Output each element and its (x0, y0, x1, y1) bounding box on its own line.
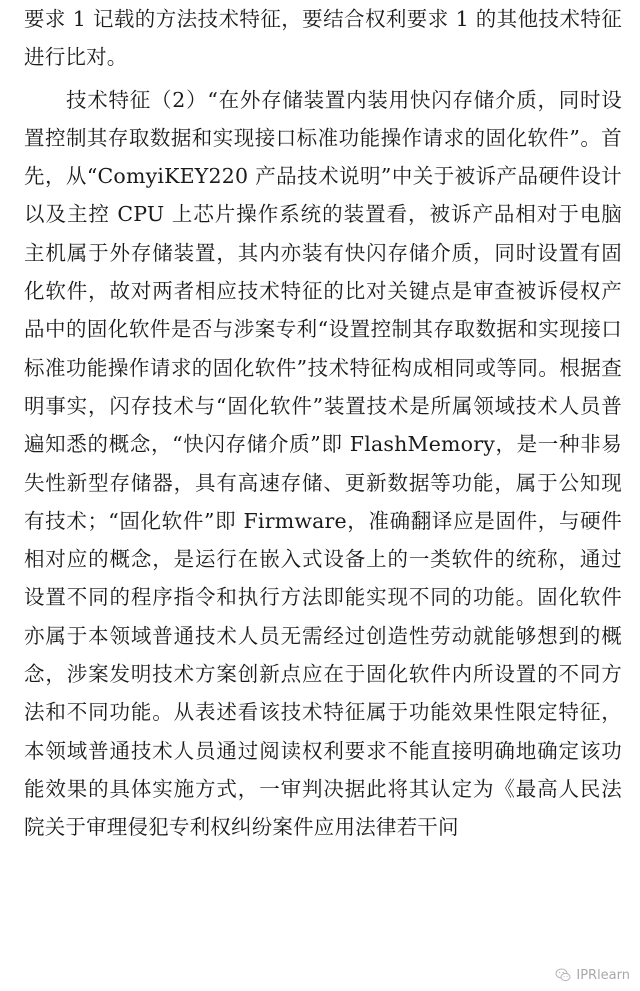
watermark-label: IPRlearn (576, 967, 630, 983)
paragraph-continuation: 要求 1 记载的方法技术特征，要结合权利要求 1 的其他技术特征进行比对。 (24, 7, 622, 70)
watermark (555, 967, 630, 983)
wechat-icon (555, 967, 571, 983)
document-body (24, 0, 622, 847)
paragraph-technical-feature-2: 技术特征（2）“在外存储装置内装用快闪存储介质，同时设置控制其存取数据和实现接口标准功能操作请求的固化软件”。首先，从“ComyiKEY220 产品技术说明”中关于被诉产品硬件设计以及主控 CPU 上芯片操作系统的装置看，被诉产品相对于电脑主机属于外存储装置，其内亦装有快闪存储介质，同时设置有固化软件，故对两者相应技术特征的比对关键点是审查被诉侵权产品中的固化软件是否与涉案专利“设置控制其存取数据和实现接口标准功能操作请求的固化软件”技术特征构成相同或等同。根据查明事实，闪存技术与“固化软件”装置技术是所属领域技术人员普遍知悉的概念，“快闪存储介质”即 FlashMemory，是一种非易失性新型存储器，具有高速存储、更新数据等功能，属于公知现有技术；“固化软件”即 Firmware，准确翻译应是固件，与硬件相对应的概念，是运行在嵌入式设备上的一类软件的统称，通过设置不同的程序指令和执行方法即能实现不同的功能。固化软件亦属于本领域普通技术人员无需经过创造性劳动就能够想到的概念，涉案发明技术方案创新点应在于固化软件内所设置的不同方法和不同功能。从表述看该技术特征属于功能效果性限定特征，本领域普通技术人员通过阅读权利要求不能直接明确地确定该功能效果的具体实施方式，一审判决据此将其认定为《最高人民法院关于审理侵犯专利权纠纷案件应用法律若干问 (24, 87, 622, 840)
